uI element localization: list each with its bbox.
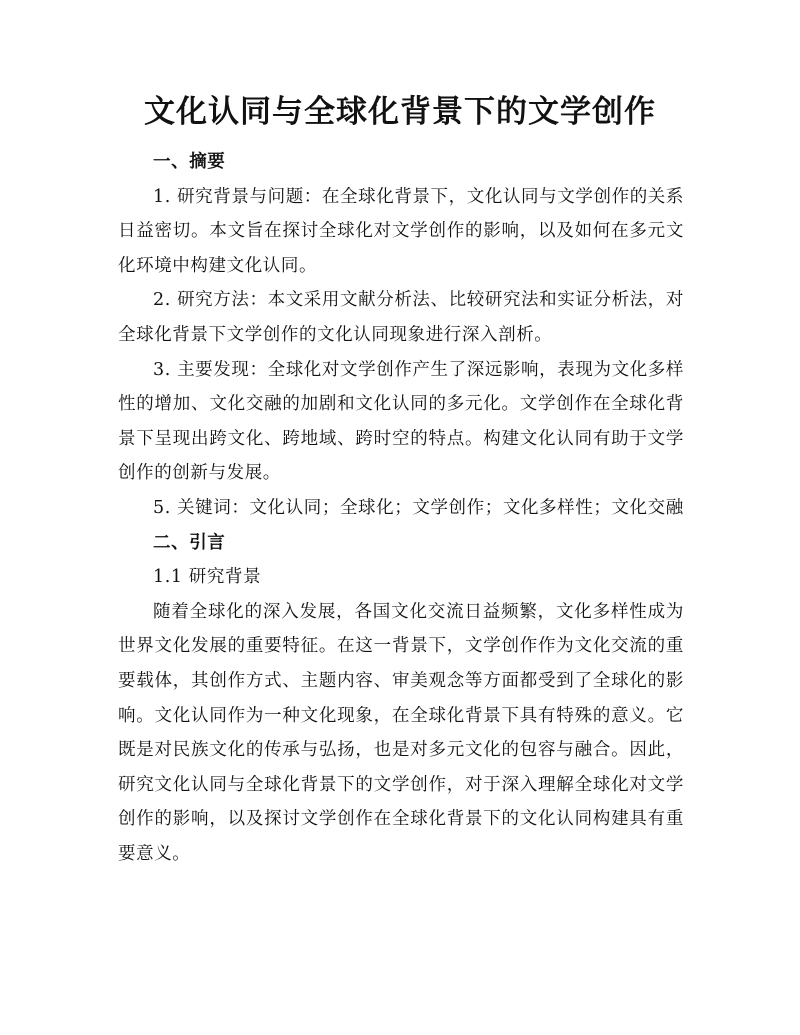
section-heading-abstract: 一、摘要 <box>153 152 226 172</box>
document-body <box>118 145 684 871</box>
introduction-paragraph: 随着全球化的深入发展，各国文化交流日益频繁，文化多样性成为世界文化发展的重要特征。在这一背景下，文学创作作为文化交流的重要载体，其创作方式、主题内容、审美观念等方面都受到了全球化的影响。文化认同作为一种文化现象，在全球化背景下具有特殊的意义。它既是对民族文化的传承与弘扬，也是对多元文化的包容与融合。因此，研究文化认同与全球化背景下的文学创作，对于深入理解全球化对文学创作的影响，以及探讨文学创作在全球化背景下的文化认同构建具有重要意义。 <box>118 601 684 864</box>
abstract-item-background: 1. 研究背景与问题：在全球化背景下，文化认同与文学创作的关系日益密切。本文旨在探讨全球化对文学创作的影响，以及如何在多元文化环境中构建文化认同。 <box>118 186 684 276</box>
abstract-item-method: 2. 研究方法：本文采用文献分析法、比较研究法和实证分析法，对全球化背景下文学创作的文化认同现象进行深入剖析。 <box>118 290 684 345</box>
document-title: 文化认同与全球化背景下的文学创作 <box>144 94 656 130</box>
abstract-item-findings: 3. 主要发现：全球化对文学创作产生了深远影响，表现为文化多样性的增加、文化交融的加剧和文化认同的多元化。文学创作在全球化背景下呈现出跨文化、跨地域、跨时空的特点。构建文化认同有助于文学创作的创新与发展。 <box>118 359 684 484</box>
abstract-item-keywords: 5. 关键词：文化认同；全球化；文学创作；文化多样性；文化交融 <box>153 497 684 518</box>
subsection-heading-background: 1.1 研究背景 <box>153 567 262 588</box>
section-heading-introduction: 二、引言 <box>153 532 226 553</box>
